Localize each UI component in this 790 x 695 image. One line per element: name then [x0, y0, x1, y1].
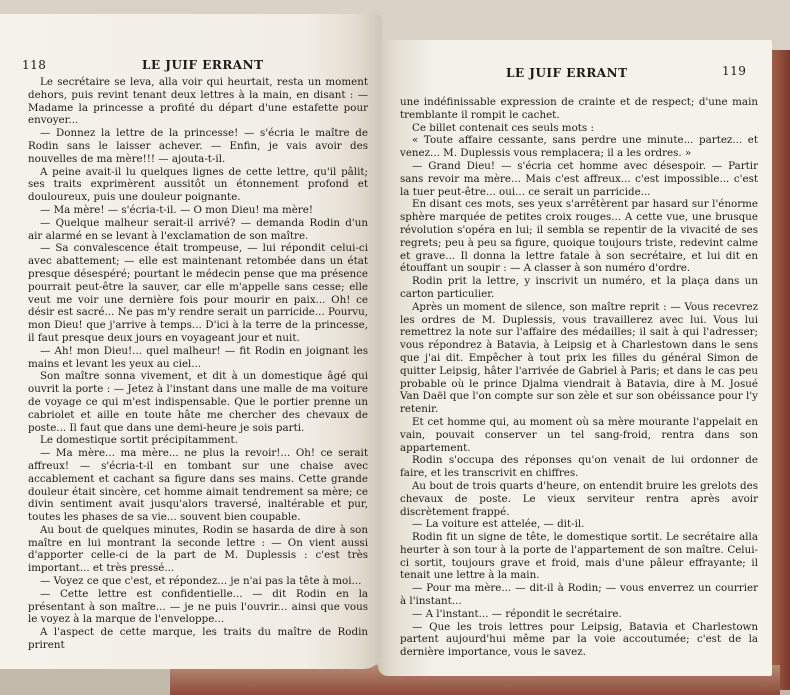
left-page [0, 14, 382, 669]
paragraph: — La voiture est attelée, — dit-il. [412, 518, 585, 531]
paragraph: Le secrétaire se leva, alla voir qui heurtait, resta un moment dehors, puis revint tenant deux lettres à la main, en disant : — Madame la princesse a profité du départ d'une estafette pour envoyer... [28, 76, 368, 127]
paragraph: — Grand Dieu! — s'écria cet homme avec désespoir. — Partir sans revoir ma mère... Mais c'est affreux... c'est impossible... c'est la tuer peut-être... oui... ce serait un parricide... [400, 159, 758, 198]
paragraph: Au bout de trois quarts d'heure, on entendit bruire les grelots des chevaux de poste. Le vieux serviteur rentra après avoir discrètement frappé. [400, 479, 758, 518]
left-page-text [28, 76, 368, 652]
paragraph: Ce billet contenait ces seuls mots : [412, 121, 594, 134]
right-running-title: LE JUIF ERRANT [506, 66, 628, 80]
paragraph: Au bout de quelques minutes, Rodin se hasarda de dire à son maître en lui montrant la seconde lettre : — On vient aussi d'apporter celle-ci de la part de M. Duplessis : c'est très important... et très pressé... [28, 523, 368, 575]
paragraph: — Voyez ce que c'est, et répondez... je n'ai pas la tête à moi... [40, 575, 362, 588]
right-page-text [400, 96, 758, 659]
paragraph: Après un moment de silence, son maître reprit : — Vous recevrez les ordres de M. Duplessis, vous travaillerez avec lui. Vous lui remettrez la note sur l'affaire des médailles; il sait à qui l'adresser; vous répondrez à Batavia, à Leipsig et à Charlestown dans le sens que j'ai dit. Empêcher à tout prix les filles du général Simon de quitter Leipsig, hâter l'arrivée de Gabriel à Paris; et dans le cas peu probable où le prince Djalma viendrait à Batavia, dire à M. Josué Van Daël que l'on compte sur son zèle et sur son obéissance pour l'y retenir. [400, 300, 758, 416]
paragraph: — Ma mère... ma mère... ne plus la revoir!... Oh! ce serait affreux! — s'écria-t-il en tombant sur une chaise avec accablement et cachant sa figure dans ses mains. Cette grande douleur était sincère, cet homme aimait tendrement sa mère; ce divin sentiment avait jusqu'alors traversé, inaltérable et pur, toutes les phases de sa vie... souvent bien coupable. [28, 447, 368, 524]
paragraph: — Ma mère! — s'écria-t-il. — O mon Dieu! ma mère! [40, 203, 313, 216]
paragraph: A l'aspect de cette marque, les traits du maître de Rodin prirent [28, 626, 368, 652]
paragraph: — Sa convalescence était trompeuse, — lui répondit celui-ci avec abattement; — elle est maintenant retombée dans un état presque désespéré; pourtant le médecin pense que ma présence pourrait peut-être la sauver, car elle m'appelle sans cesse; elle veut me voir une dernière fois pour mourir en paix... Oh! ce désir est sacré... Ne pas m'y rendre serait un parricide... Pourvu, mon Dieu! que j'arrive à temps... D'ici à la terre de la princesse, il faut presque deux jours en voyageant jour et nuit. [28, 242, 368, 344]
paragraph: — Cette lettre est confidentielle... — dit Rodin en la présentant à son maître... — je ne puis l'ouvrir... ainsi que vous le voyez à la marque de l'enveloppe... [28, 587, 368, 626]
paragraph: Le domestique sortit précipitamment. [40, 434, 238, 447]
right-page-number: 119 [722, 64, 747, 78]
right-page [378, 40, 772, 676]
paragraph: Son maître sonna vivement, et dit à un domestique âgé qui ouvrit la porte : — Jetez à l'instant dans une malle de ma voiture de voyage ce qui m'est indispensable. Que le portier prenne un cabriolet et aille en toute hâte me chercher des chevaux de poste... Il faut que dans une demi-heure je sois parti. [28, 370, 368, 434]
paragraph: Rodin s'occupa des réponses qu'on venait de lui ordonner de faire, et les transcrivit en chiffres. [400, 454, 758, 480]
paragraph: Et cet homme qui, au moment où sa mère mourante l'appelait en vain, pouvait conserver un tel sang-froid, rentra dans son appartement. [400, 415, 758, 454]
paragraph: Rodin fit un signe de tête, le domestique sortit. Le secrétaire alla heurter à son tour à la porte de l'appartement de son maître. Celui-ci sortit, toujours grave et froid, mais d'une pâleur effrayante; il tenait une lettre à la main. [400, 531, 758, 582]
left-page-number: 118 [22, 58, 47, 72]
left-running-title: LE JUIF ERRANT [142, 58, 264, 72]
paragraph: Rodin prit la lettre, y inscrivit un numéro, et la plaça dans un carton particulier. [400, 275, 758, 300]
paragraph: En disant ces mots, ses yeux s'arrêtèrent par hasard sur l'énorme sphère marquée de petites croix rouges... A cette vue, une brusque révolution s'opéra en lui; il sembla se repentir de la vivacité de ses regrets; peu à peu sa figure, quoique toujours triste, redevint calme et grave... Il donna la lettre fatale à son secrétaire, et lui dit en étouffant un soupir : — A classer à son numéro d'ordre. [400, 198, 758, 275]
paragraph: — Pour ma mère... — dit-il à Rodin; — vous enverrez un courrier à l'instant... [400, 582, 758, 608]
paragraph: — Ah! mon Dieu!... quel malheur! — fit Rodin en joignant les mains et levant les yeux au ciel... [28, 344, 368, 370]
paragraph: — Donnez la lettre de la princesse! — s'écria le maître de Rodin sans le laisser achever. — Enfin, je vais avoir des nouvelles de ma mère!!! — ajouta-t-il. [28, 127, 368, 165]
paragraph: « Toute affaire cessante, sans perdre une minute... partez... et venez... M. Duplessis vous remplacera; il a les ordres. » [400, 134, 758, 160]
paragraph: — A l'instant... — répondit le secrétaire. [412, 607, 622, 620]
paragraph: une indéfinissable expression de crainte et de respect; d'une main tremblante il rompit le cachet. [400, 96, 758, 121]
paragraph: — Que les trois lettres pour Leipsig, Batavia et Charlestown partent aujourd'hui même par la voie accoutumée; c'est de la dernière importance, vous le savez. [400, 620, 758, 659]
paragraph: — Quelque malheur serait-il arrivé? — demanda Rodin d'un air alarmé en se levant à l'exclamation de son maître. [28, 216, 368, 242]
paragraph: A peine avait-il lu quelques lignes de cette lettre, qu'il pâlit; ses traits exprimèrent aussitôt un étonnement profond et douloureux, puis une douleur poignante. [28, 165, 368, 204]
